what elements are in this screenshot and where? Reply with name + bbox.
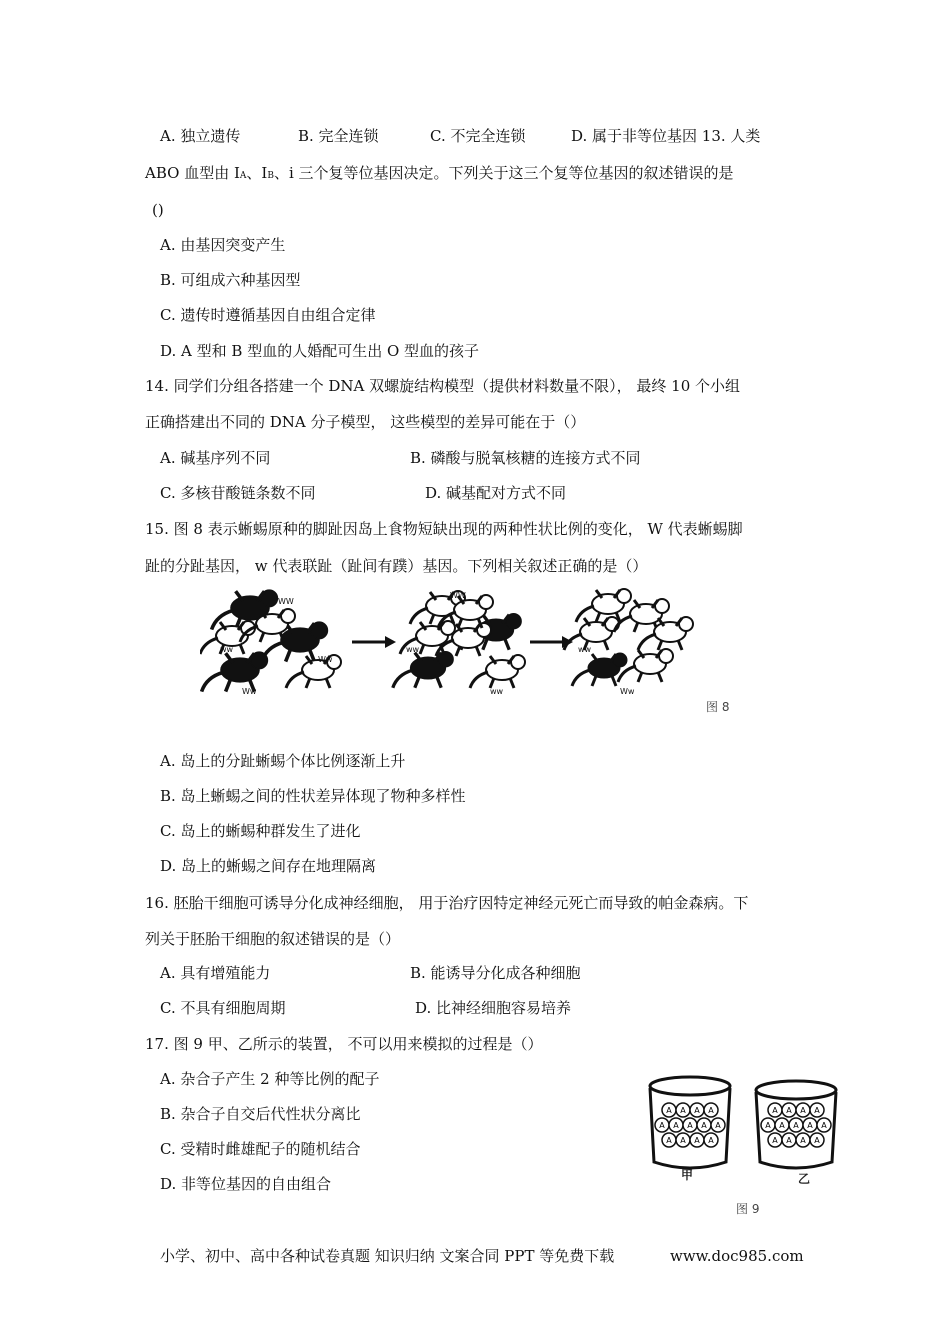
q16-option-b: B. 能诱导分化成各种细胞 [410, 964, 581, 982]
q15-option-c: C. 岛上的蜥蜴种群发生了进化 [160, 822, 361, 840]
ball-letter: A [708, 1106, 714, 1115]
jar-yi-label: 乙 [798, 1172, 811, 1186]
q12-option-d: D. 属于非等位基因 13. 人类 [571, 127, 761, 145]
ball-letter: A [772, 1106, 778, 1115]
genotype-label: WW [450, 591, 466, 600]
figure-8-lizards [200, 588, 710, 700]
q16-option-c: C. 不具有细胞周期 [160, 999, 286, 1017]
q16-stem-line1: 16. 胚胎干细胞可诱导分化成神经细胞， 用于治疗因特定神经元死亡而导致的帕金森病。下 [145, 894, 749, 912]
ball-letter: A [680, 1106, 686, 1115]
genotype-label: ww [406, 645, 420, 654]
q13-option-c: C. 遗传时遵循基因自由组合定律 [160, 306, 376, 324]
ball-letter: A [821, 1121, 827, 1130]
figure-8-caption: 图 8 [706, 700, 730, 714]
genotype-label: Ww [620, 687, 635, 696]
q17-option-c: C. 受精时雌雄配子的随机结合 [160, 1140, 361, 1158]
q12-option-b: B. 完全连锁 [298, 127, 379, 145]
genotype-label: Ww [318, 655, 333, 664]
q15-stem-line1: 15. 图 8 表示蜥蜴原种的脚趾因岛上食物短缺出现的两种性状比例的变化， W 代表蜥蜴脚 [145, 520, 743, 538]
ball-letter: A [715, 1121, 721, 1130]
ball-letter: A [694, 1106, 700, 1115]
genotype-label: ww [220, 645, 234, 654]
ball-letter: A [694, 1136, 700, 1145]
ball-letter: A [793, 1121, 799, 1130]
q17-option-b: B. 杂合子自交后代性状分离比 [160, 1105, 361, 1123]
jar-jia-balls [655, 1103, 725, 1147]
genotype-label: Ww [242, 687, 257, 696]
q14-option-a: A. 碱基序列不同 [160, 449, 271, 467]
q13-option-b: B. 可组成六种基因型 [160, 271, 301, 289]
q12-option-a: A. 独立遗传 [160, 127, 241, 145]
ball-letter: A [800, 1106, 806, 1115]
q15-option-b: B. 岛上蜥蜴之间的性状差异体现了物种多样性 [160, 787, 466, 805]
q16-option-d: D. 比神经细胞容易培养 [415, 999, 572, 1017]
q13-option-d: D. A 型和 B 型血的人婚配可生出 O 型血的孩子 [160, 342, 480, 360]
q17-option-a: A. 杂合子产生 2 种等比例的配子 [160, 1070, 380, 1088]
ball-letter: A [659, 1121, 665, 1130]
genotype-label: ww [490, 687, 504, 696]
q12-option-c: C. 不完全连锁 [430, 127, 526, 145]
ball-letter: A [779, 1121, 785, 1130]
footer-text: 小学、初中、高中各种试卷真题 知识归纳 文案合同 PPT 等免费下载 [160, 1247, 615, 1265]
ball-letter: A [680, 1136, 686, 1145]
ball-letter: A [814, 1106, 820, 1115]
ball-letter: A [800, 1136, 806, 1145]
q14-option-d: D. 碱基配对方式不同 [425, 484, 567, 502]
ball-letter: A [765, 1121, 771, 1130]
figure-9-caption: 图 9 [736, 1202, 760, 1216]
ball-letter: A [708, 1136, 714, 1145]
ball-letter: A [666, 1106, 672, 1115]
genotype-label: ww [578, 645, 592, 654]
q17-stem: 17. 图 9 甲、乙所示的装置， 不可以用来模拟的过程是（） [145, 1035, 543, 1053]
ball-letter: A [666, 1136, 672, 1145]
q14-stem-line1: 14. 同学们分组各搭建一个 DNA 双螺旋结构模型（提供材料数量不限）， 最终 10 个小组 [145, 377, 741, 395]
footer-url[interactable]: www.doc985.com [670, 1247, 804, 1265]
genotype-label: WW [278, 597, 294, 606]
q14-option-c: C. 多核苷酸链条数不同 [160, 484, 316, 502]
ball-letter: A [786, 1106, 792, 1115]
q16-stem-line2: 列关于胚胎干细胞的叙述错误的是（） [145, 930, 401, 948]
q16-option-a: A. 具有增殖能力 [160, 964, 271, 982]
q13-option-a: A. 由基因突变产生 [160, 236, 286, 254]
q15-option-d: D. 岛上的蜥蜴之间存在地理隔离 [160, 857, 377, 875]
figure-9-jars [640, 1070, 850, 1190]
ball-letter: A [814, 1136, 820, 1145]
jar-yi-balls [761, 1103, 831, 1147]
ball-letter: A [687, 1121, 693, 1130]
q14-option-b: B. 磷酸与脱氧核糖的连接方式不同 [410, 449, 641, 467]
ball-letter: A [701, 1121, 707, 1130]
ball-letter: A [807, 1121, 813, 1130]
q17-option-d: D. 非等位基因的自由组合 [160, 1175, 332, 1193]
q13-paren: () [152, 201, 164, 219]
q14-stem-line2: 正确搭建出不同的 DNA 分子模型， 这些模型的差异可能在于（） [145, 413, 586, 431]
q15-option-a: A. 岛上的分趾蜥蜴个体比例逐渐上升 [160, 752, 406, 770]
q15-stem-line2: 趾的分趾基因， w 代表联趾（趾间有蹼）基因。下列相关叙述正确的是（） [145, 557, 648, 575]
jar-jia-label: 甲 [681, 1168, 694, 1182]
q13-stem: ABO 血型由 IA、IB、i 三个复等位基因决定。下列关于这三个复等位基因的叙述错误的是 [145, 164, 734, 182]
ball-letter: A [673, 1121, 679, 1130]
ball-letter: A [786, 1136, 792, 1145]
ball-letter: A [772, 1136, 778, 1145]
